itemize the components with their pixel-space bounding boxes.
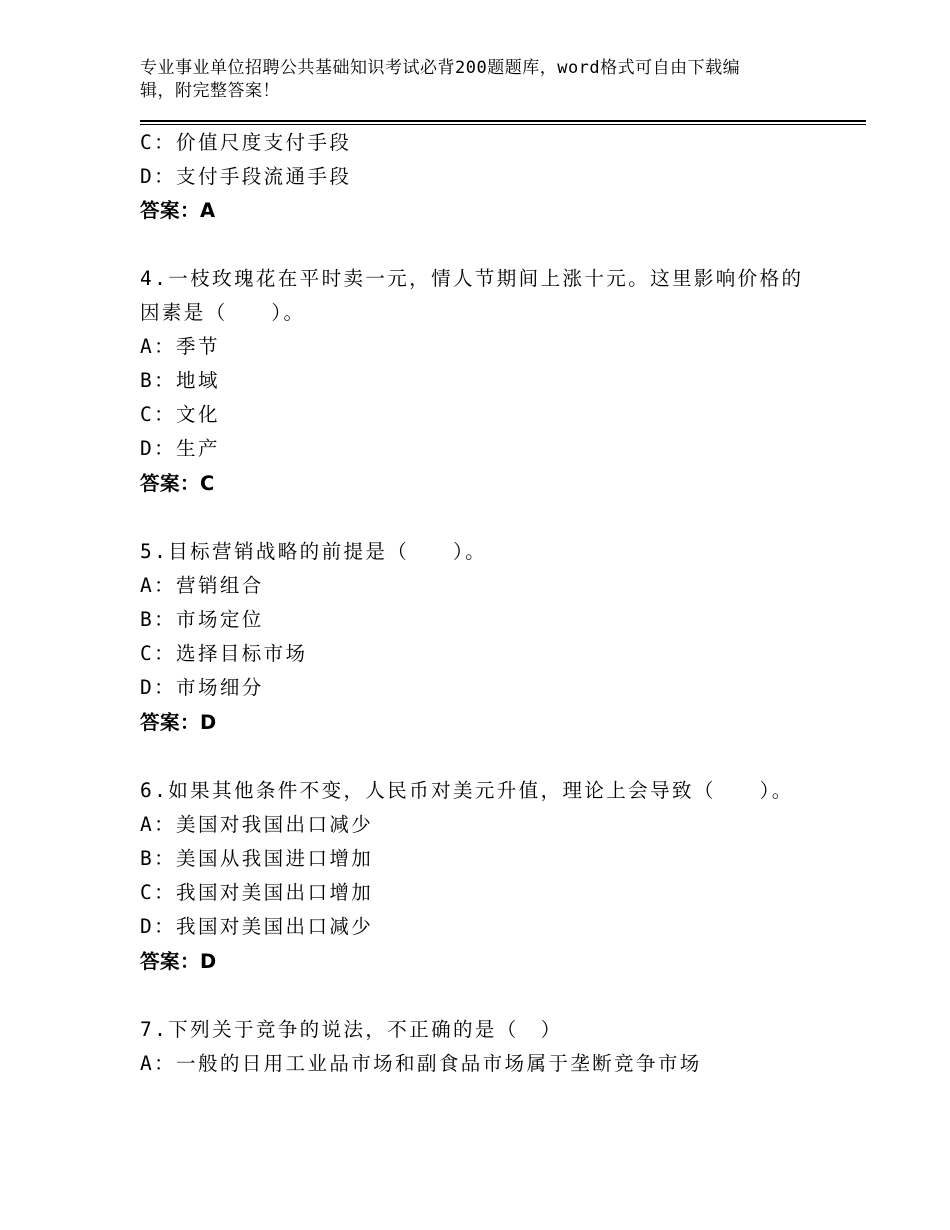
q5-option-c: C：选择目标市场: [140, 642, 308, 665]
q6-option-d: D：我国对美国出口减少: [140, 915, 374, 938]
q4-option-c: C：文化: [140, 403, 220, 426]
page-header: [140, 57, 800, 103]
q5-option-a: A：营销组合: [140, 574, 264, 597]
q6-answer: 答案：D: [140, 950, 217, 973]
header-line-2: 辑，附完整答案！: [140, 81, 280, 101]
q6-option-c: C：我国对美国出口增加: [140, 881, 374, 904]
q6-stem: 6.如果其他条件不变，人民币对美元升值，理论上会导致（ ）。: [140, 779, 794, 802]
header-rule-thick: [140, 120, 866, 122]
q6-option-b: B：美国从我国进口增加: [140, 847, 374, 870]
q5-option-b: B：市场定位: [140, 608, 264, 631]
q5-answer: 答案：D: [140, 711, 217, 734]
q7-stem: 7.下列关于竞争的说法，不正确的是（ ）: [140, 1018, 563, 1041]
q4-answer: 答案：C: [140, 472, 215, 495]
q6-option-a: A：美国对我国出口减少: [140, 813, 374, 836]
q3-answer: 答案：A: [140, 199, 216, 222]
q4-stem-line-2: 因素是（ ）。: [140, 301, 306, 324]
q5-option-d: D：市场细分: [140, 676, 264, 699]
q4-stem-line-1: 4.一枝玫瑰花在平时卖一元，情人节期间上涨十元。这里影响价格的: [140, 267, 804, 290]
q3-option-c: C：价值尺度支付手段: [140, 131, 352, 154]
q4-option-d: D：生产: [140, 437, 220, 460]
q4-option-a: A：季节: [140, 335, 220, 358]
q5-stem: 5.目标营销战略的前提是（ ）。: [140, 540, 488, 563]
q7-option-a: A：一般的日用工业品市场和副食品市场属于垄断竞争市场: [140, 1052, 702, 1075]
q4-option-b: B：地域: [140, 369, 220, 392]
header-line-1: 专业事业单位招聘公共基础知识考试必背200题题库，word格式可自由下载编: [140, 58, 741, 78]
q3-option-d: D：支付手段流通手段: [140, 165, 352, 188]
header-rule-thin: [140, 124, 866, 125]
